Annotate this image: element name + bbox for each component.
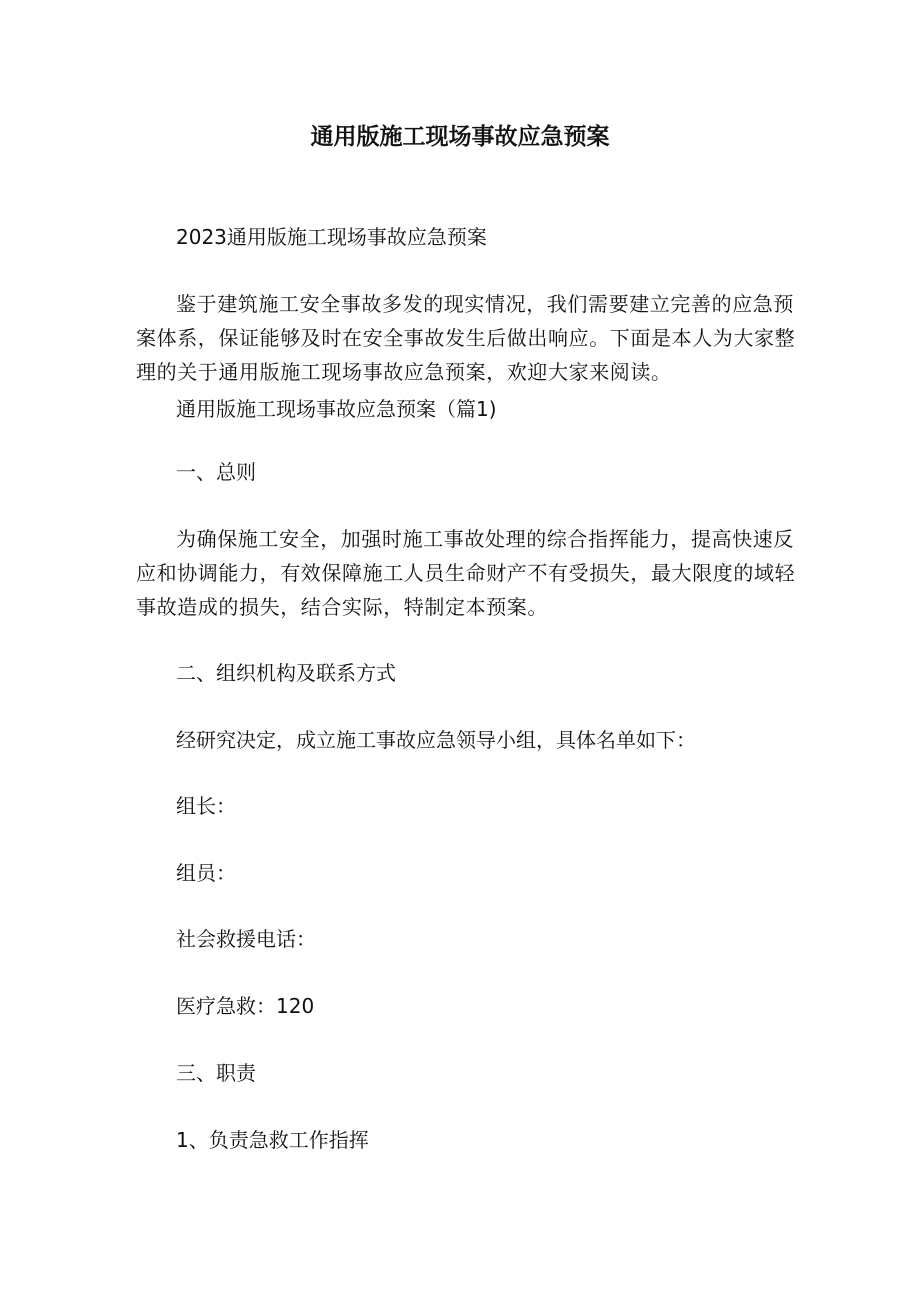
leader-label: 组长： xyxy=(176,794,236,818)
part-heading: 通用版施工现场事故应急预案（篇1) xyxy=(176,397,497,421)
section1-paragraph: 为确保施工安全，加强时施工事故处理的综合指挥能力，提高快速反应和协调能力，有效保障施工人员生命财产不有受损失，最大限度的域轻事故造成的损失，结合实际，特制定本预案。 xyxy=(136,527,796,619)
section2-heading: 二、组织机构及联系方式 xyxy=(176,661,396,685)
intro-paragraph: 鉴于建筑施工安全事故多发的现实情况，我们需要建立完善的应急预案体系，保证能够及时在安全事故发生后做出响应。下面是本人为大家整理的关于通用版施工现场事故应急预案，欢迎大家来阅读。 xyxy=(136,292,796,384)
section2-paragraph: 经研究决定，成立施工事故应急领导小组，具体名单如下： xyxy=(176,728,696,752)
list-item: 1、负责急救工作指挥 xyxy=(176,1128,369,1152)
member-label: 组员： xyxy=(176,861,236,885)
section1-heading: 一、总则 xyxy=(176,460,256,484)
rescue-phone-label: 社会救援电话： xyxy=(176,927,316,951)
medical-label: 医疗急救：120 xyxy=(176,994,315,1018)
document-title: 通用版施工现场事故应急预案 xyxy=(310,124,610,150)
document-subtitle: 2023通用版施工现场事故应急预案 xyxy=(176,225,487,249)
section3-heading: 三、职责 xyxy=(176,1061,256,1085)
